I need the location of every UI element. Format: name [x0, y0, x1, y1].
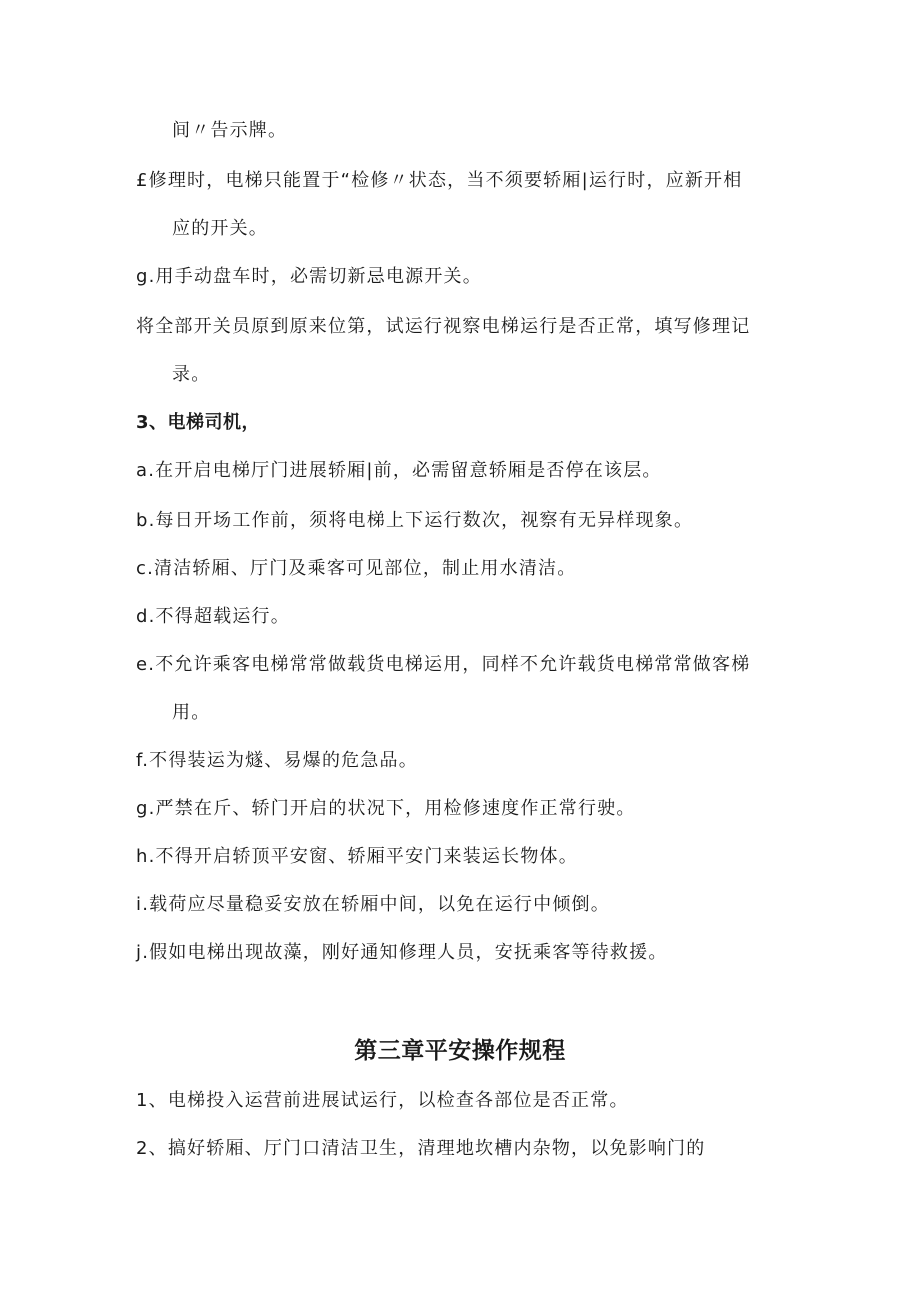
list-item: f.不得装运为燧、易爆的危急品。	[136, 750, 418, 771]
text-line: g.用手动盘车时，必需切新忌电源开关。	[136, 266, 482, 287]
text-line: 间〃告示牌。	[172, 120, 288, 141]
text-line: £修理时，电梯只能置于“检修〃状态，当不须要轿厢|运行时，应新开相	[136, 170, 743, 191]
list-item: 用。	[172, 702, 211, 723]
text-line: 录。	[172, 364, 211, 385]
text-line: 将全部开关员原到原来位第，试运行视察电梯运行是否正常，填写修理记	[136, 316, 751, 337]
list-item: 1、电梯投入运营前进展试运行，以检查各部位是否正常。	[136, 1090, 629, 1111]
list-item: h.不得开启轿顶平安窗、轿厢平安门来装运长物体。	[136, 846, 578, 867]
list-item: i.载荷应尽量稳妥安放在轿厢中间，以免在运行中倾倒。	[136, 894, 610, 915]
list-item: j.假如电梯出现故藻，刚好通知修理人员，安抚乘客等待救援。	[136, 942, 668, 963]
list-item: g.严禁在斤、轿门开启的状况下，用检修速度作正常行驶。	[136, 798, 636, 819]
text-line: 应的开关。	[172, 218, 268, 239]
chapter-title: 第三章平安操作规程	[354, 1038, 566, 1064]
list-item: 2、搞好轿厢、厅门口清洁卫生，清理地坎槽内杂物，以免影响门的	[136, 1138, 706, 1159]
list-item: b.每日开场工作前，须将电梯上下运行数次，视察有无异样现象。	[136, 510, 694, 531]
list-item: a.在开启电梯厅门进展轿厢|前，必需留意轿厢是否停在该层。	[136, 460, 662, 481]
section-heading: 3、电梯司机，	[136, 412, 261, 433]
list-item: d.不得超载运行。	[136, 606, 290, 627]
list-item: c.清洁轿厢、厅门及乘客可见部位，制止用水清洁。	[136, 558, 577, 579]
list-item: e.不允许乘客电梯常常做载货电梯运用，同样不允许载货电梯常常做客梯	[136, 654, 751, 675]
